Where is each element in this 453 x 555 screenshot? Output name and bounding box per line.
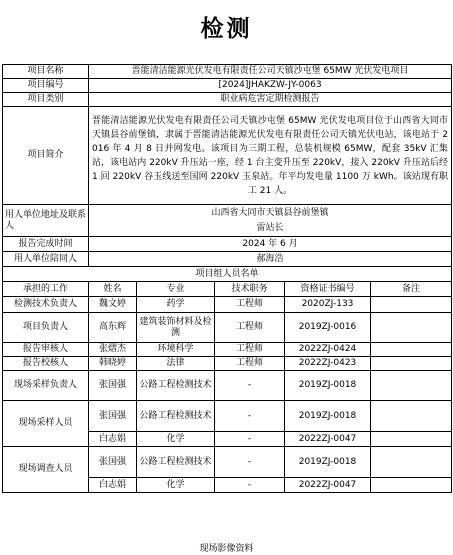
- member-cert: 2022ZJ-0047: [285, 432, 371, 447]
- member-name: 高东辉: [89, 313, 137, 343]
- member-row: [3, 357, 452, 371]
- member-major: 化学: [137, 478, 215, 493]
- member-role: 现场采样负责人: [3, 371, 89, 401]
- member-cert: 2019ZJ-0018: [285, 371, 371, 401]
- member-note: [371, 401, 452, 432]
- row-escort: [3, 252, 452, 267]
- label-site: 用人单位地址及联系人: [3, 205, 89, 237]
- member-row: [3, 297, 452, 313]
- member-title: 工程师: [215, 313, 285, 343]
- label-project-no: 项目编号: [3, 79, 89, 93]
- value-project-name: 晋能清洁能源光伏发电有限责任公司天镇沙屯堡 65MW 光伏发电项目: [89, 65, 452, 79]
- member-note: [371, 371, 452, 401]
- member-note: [371, 297, 452, 313]
- row-project-no: [3, 79, 452, 93]
- member-role: 报告审核人: [3, 343, 89, 357]
- row-project-name: [3, 65, 452, 79]
- row-project-intro: [3, 107, 452, 205]
- member-row: [3, 343, 452, 357]
- member-name: 张国强: [89, 447, 137, 478]
- member-major: 法律: [137, 357, 215, 371]
- member-title: -: [215, 401, 285, 432]
- label-project-name: 项目名称: [3, 65, 89, 79]
- member-note: [371, 447, 452, 478]
- site-address: 山西省大同市天镇县谷前堡镇: [211, 207, 329, 218]
- member-name: 魏文婷: [89, 297, 137, 313]
- member-name: 韩晓婷: [89, 357, 137, 371]
- member-major: 公路工程检测技术: [137, 447, 215, 478]
- header-note: 备注: [371, 282, 452, 297]
- member-title: -: [215, 371, 285, 401]
- member-note: [371, 432, 452, 447]
- row-project-type: [3, 93, 452, 107]
- member-title: 工程师: [215, 297, 285, 313]
- member-name: 白志娟: [89, 478, 137, 493]
- member-role: 报告校核人: [3, 357, 89, 371]
- member-note: [371, 357, 452, 371]
- footer-caption: 现场影像资料: [199, 544, 254, 554]
- document-title: 检测: [200, 16, 253, 42]
- members-header-row: [3, 282, 452, 297]
- header-major: 专业: [137, 282, 215, 297]
- project-info-table: [2, 64, 452, 493]
- member-major: 药学: [137, 297, 215, 313]
- label-escort: 用人单位陪同人: [3, 252, 89, 267]
- member-role: 检测技术负责人: [3, 297, 89, 313]
- member-cert: 2022ZJ-0423: [285, 357, 371, 371]
- value-project-intro: 晋能清洁能源光伏发电有限责任公司天镇沙屯堡 65MW 光伏发电项目位于山西省大同市天镇县谷前堡镇，隶属于晋能清洁能源光伏发电有限责任公司天镇光伏电站，该电站于 2016 年 4 月 8 日并网发电。该项目为三期工程，总装机规模 65MW，配套 35kV 汇集站，该电站内 220kV 升压站一座，经 1 台主变升压至 220kV，接入 220kV 升压站后经 1 回 220kV 谷玉线送至国网 220kV 玉泉站。年平均发电量 1100 万 kWh。该站现有职工 21 人。: [89, 107, 452, 205]
- member-major: 公路工程检测技术: [137, 401, 215, 432]
- members-section-title: 项目组人员名单: [3, 267, 452, 282]
- header-title: 技术职务: [215, 282, 285, 297]
- value-project-type: 职业病危害定期检测报告: [89, 93, 452, 107]
- header-cert: 资格证书编号: [285, 282, 371, 297]
- member-title: -: [215, 432, 285, 447]
- member-role: 现场调查人员: [3, 447, 89, 493]
- member-note: [371, 478, 452, 493]
- member-cert: 2022ZJ-0047: [285, 478, 371, 493]
- member-title: 工程师: [215, 357, 285, 371]
- member-name: 张国强: [89, 401, 137, 432]
- value-escort: 郝海浩: [89, 252, 452, 267]
- site-contact: 雷站长: [256, 222, 284, 233]
- member-major: 建筑装饰材料及检测: [137, 313, 215, 343]
- value-finish-date: 2024 年 6 月: [89, 237, 452, 252]
- member-row: [3, 313, 452, 343]
- member-major: 环境科学: [137, 343, 215, 357]
- member-title: -: [215, 447, 285, 478]
- member-row: [3, 371, 452, 401]
- row-site: [3, 205, 452, 237]
- row-finish-date: [3, 237, 452, 252]
- member-cert: 2019ZJ-0018: [285, 401, 371, 432]
- member-role: 现场采样人员: [3, 401, 89, 447]
- member-cert: 2019ZJ-0018: [285, 447, 371, 478]
- member-major: 公路工程检测技术: [137, 371, 215, 401]
- label-project-type: 项目类别: [3, 93, 89, 107]
- member-role: 项目负责人: [3, 313, 89, 343]
- member-cert: 2019ZJ-0016: [285, 313, 371, 343]
- member-name: 张熠杰: [89, 343, 137, 357]
- value-site: [89, 205, 452, 237]
- header-role: 承担的工作: [3, 282, 89, 297]
- label-finish-date: 报告完成时间: [3, 237, 89, 252]
- member-title: 工程师: [215, 343, 285, 357]
- member-cert: 2020ZJ-133: [285, 297, 371, 313]
- member-row: [3, 447, 452, 478]
- row-members-title: [3, 267, 452, 282]
- member-major: 化学: [137, 432, 215, 447]
- header-name: 姓名: [89, 282, 137, 297]
- member-name: 白志娟: [89, 432, 137, 447]
- member-row: [3, 401, 452, 432]
- member-note: [371, 343, 452, 357]
- member-title: -: [215, 478, 285, 493]
- member-name: 张国强: [89, 371, 137, 401]
- value-project-no: [2024]JHAKZW-JY-0063: [89, 79, 452, 93]
- label-project-intro: 项目简介: [3, 107, 89, 205]
- member-cert: 2022ZJ-0424: [285, 343, 371, 357]
- member-note: [371, 313, 452, 343]
